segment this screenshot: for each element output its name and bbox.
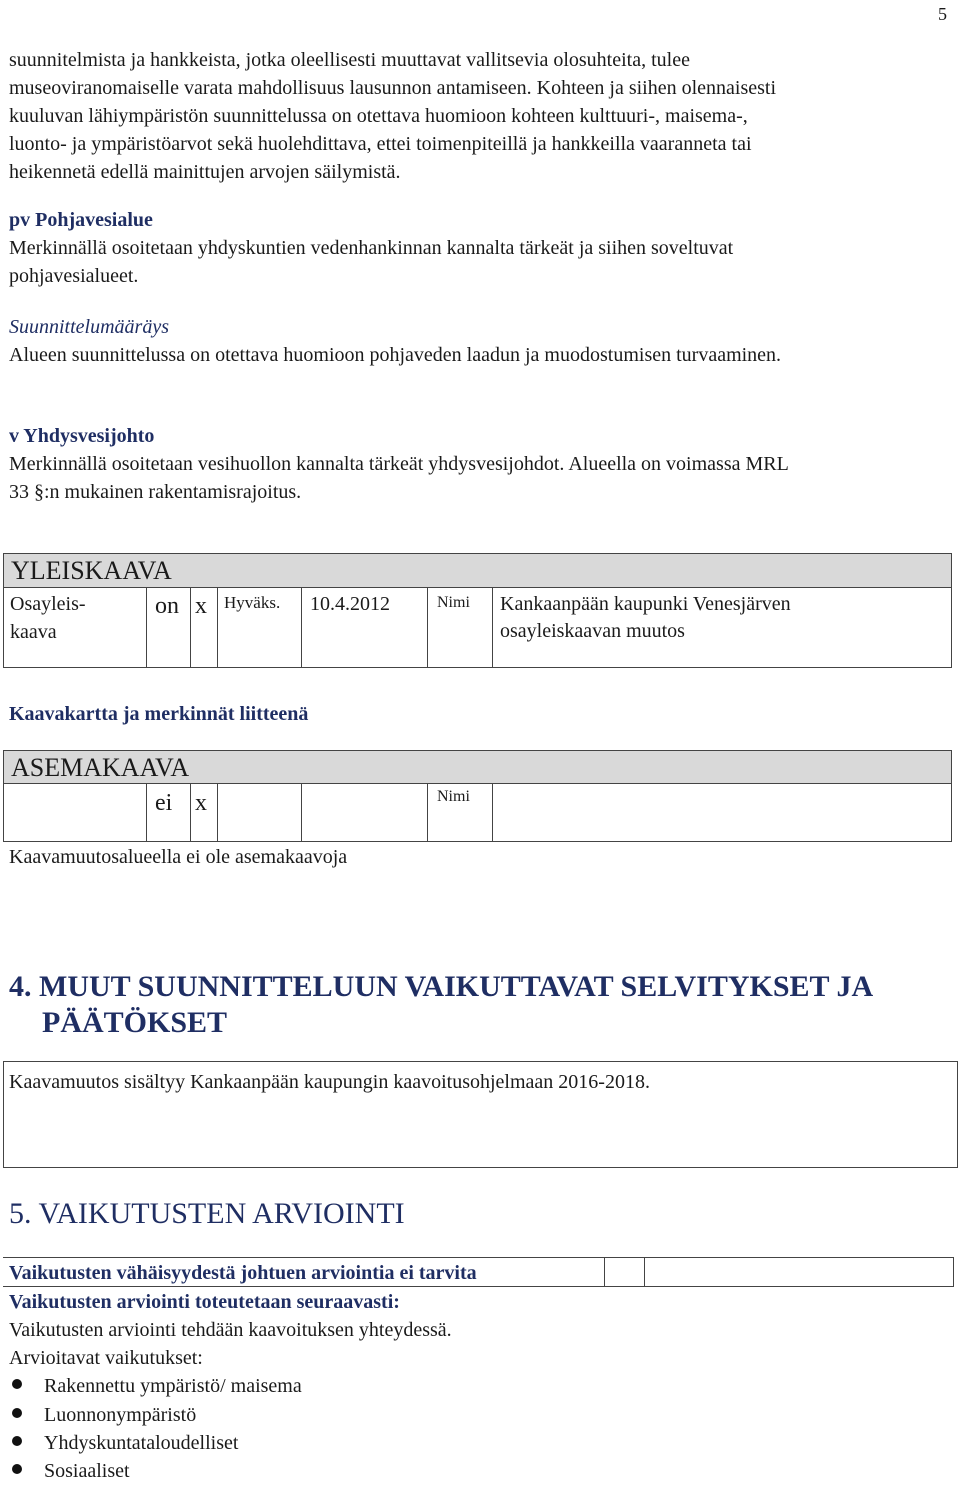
yleiskaava-name-line-2: osayleiskaavan muutos	[500, 620, 685, 642]
bullet-icon	[12, 1408, 22, 1418]
bullet-item-3: Yhdyskuntataloudelliset	[44, 1432, 239, 1454]
v-heading: v Yhdysvesijohto	[9, 425, 155, 447]
yleiskaava-header: YLEISKAAVA	[11, 556, 172, 585]
approval-date: 10.4.2012	[310, 593, 390, 615]
approved-label: Hyväks.	[224, 593, 281, 612]
bullet-item-2: Luonnonympäristö	[44, 1404, 197, 1426]
intro-line-5: heikennetä edellä mainittujen arvojen säilymistä.	[9, 161, 401, 183]
intro-line-4: luonto- ja ympäristöarvot sekä huolehdittava, ettei toimenpiteillä ja hankkeilla vaaranneta tai	[9, 133, 752, 155]
section5-line-1: Vaikutusten arviointi tehdään kaavoituksen yhteydessä.	[9, 1319, 452, 1341]
page-number: 5	[938, 4, 947, 24]
pv-rule: Alueen suunnittelussa on otettava huomioon pohjaveden laadun ja muodostumisen turvaaminen.	[9, 344, 782, 366]
pv-line-1: Merkinnällä osoitetaan yhdyskuntien vedenhankinnan kannalta tärkeät ja siihen soveltuvat	[9, 237, 734, 259]
pv-subheading: Suunnittelumääräys	[9, 316, 169, 338]
kaavakartta-note: Kaavakartta ja merkinnät liitteenä	[9, 703, 309, 725]
section5-row-2: Vaikutusten arviointi toteutetaan seuraavasti:	[9, 1291, 400, 1313]
section4-title-line-1: 4. MUUT SUUNNITTELUUN VAIKUTTAVAT SELVITYKSET JA	[9, 970, 874, 1003]
yleiskaava-name-line-1: Kankaanpään kaupunki Venesjärven	[500, 593, 791, 615]
section5-row-1: Vaikutusten vähäisyydestä johtuen arviointia ei tarvita	[9, 1262, 477, 1284]
bullet-item-4: Sosiaaliset	[44, 1460, 130, 1482]
bullet-icon	[12, 1379, 22, 1389]
bullet-icon	[12, 1436, 22, 1446]
intro-line-2: museoviranomaiselle varata mahdollisuus lausunnon antamiseen. Kohteen ja siihen olennaisesti	[9, 77, 777, 99]
pv-line-2: pohjavesialueet.	[9, 265, 139, 287]
yleiskaava-name-label: Nimi	[437, 594, 470, 611]
section5-title: 5. VAIKUTUSTEN ARVIOINTI	[9, 1197, 405, 1230]
yleiskaava-status: on	[155, 593, 179, 619]
v-line-2: 33 §:n mukainen rakentamisrajoitus.	[9, 481, 302, 503]
yleiskaava-label-line-2: kaava	[10, 621, 57, 643]
asemakaava-name-label: Nimi	[437, 788, 470, 805]
section4-title-line-2: PÄÄTÖKSET	[42, 1006, 228, 1039]
bullet-icon	[12, 1464, 22, 1474]
asemakaava-mark: x	[195, 790, 207, 816]
no-assessment-checkbox[interactable]	[605, 1258, 644, 1286]
asemakaava-status: ei	[155, 790, 173, 816]
intro-line-3: kuuluvan lähiympäristön suunnittelussa on otettava huomioon kohteen kulttuuri-, maisema-,	[9, 105, 748, 127]
yleiskaava-label-line-1: Osayleis-	[10, 593, 86, 615]
asemakaava-header: ASEMAKAAVA	[11, 753, 190, 782]
bullet-item-1: Rakennettu ympäristö/ maisema	[44, 1375, 302, 1397]
pv-heading: pv Pohjavesialue	[9, 209, 153, 231]
asemakaava-note: Kaavamuutosalueella ei ole asemakaavoja	[9, 846, 348, 868]
v-line-1: Merkinnällä osoitetaan vesihuollon kannalta tärkeät yhdysvesijohdot. Alueella on voimassa MRL	[9, 453, 789, 475]
yleiskaava-mark: x	[195, 593, 207, 619]
section5-line-2: Arvioitavat vaikutukset:	[9, 1347, 203, 1369]
intro-line-1: suunnitelmista ja hankkeista, jotka oleellisesti muuttavat vallitsevia olosuhteita, tulee	[9, 49, 690, 71]
section4-box-text: Kaavamuutos sisältyy Kankaanpään kaupungin kaavoitusohjelmaan 2016-2018.	[9, 1071, 650, 1093]
